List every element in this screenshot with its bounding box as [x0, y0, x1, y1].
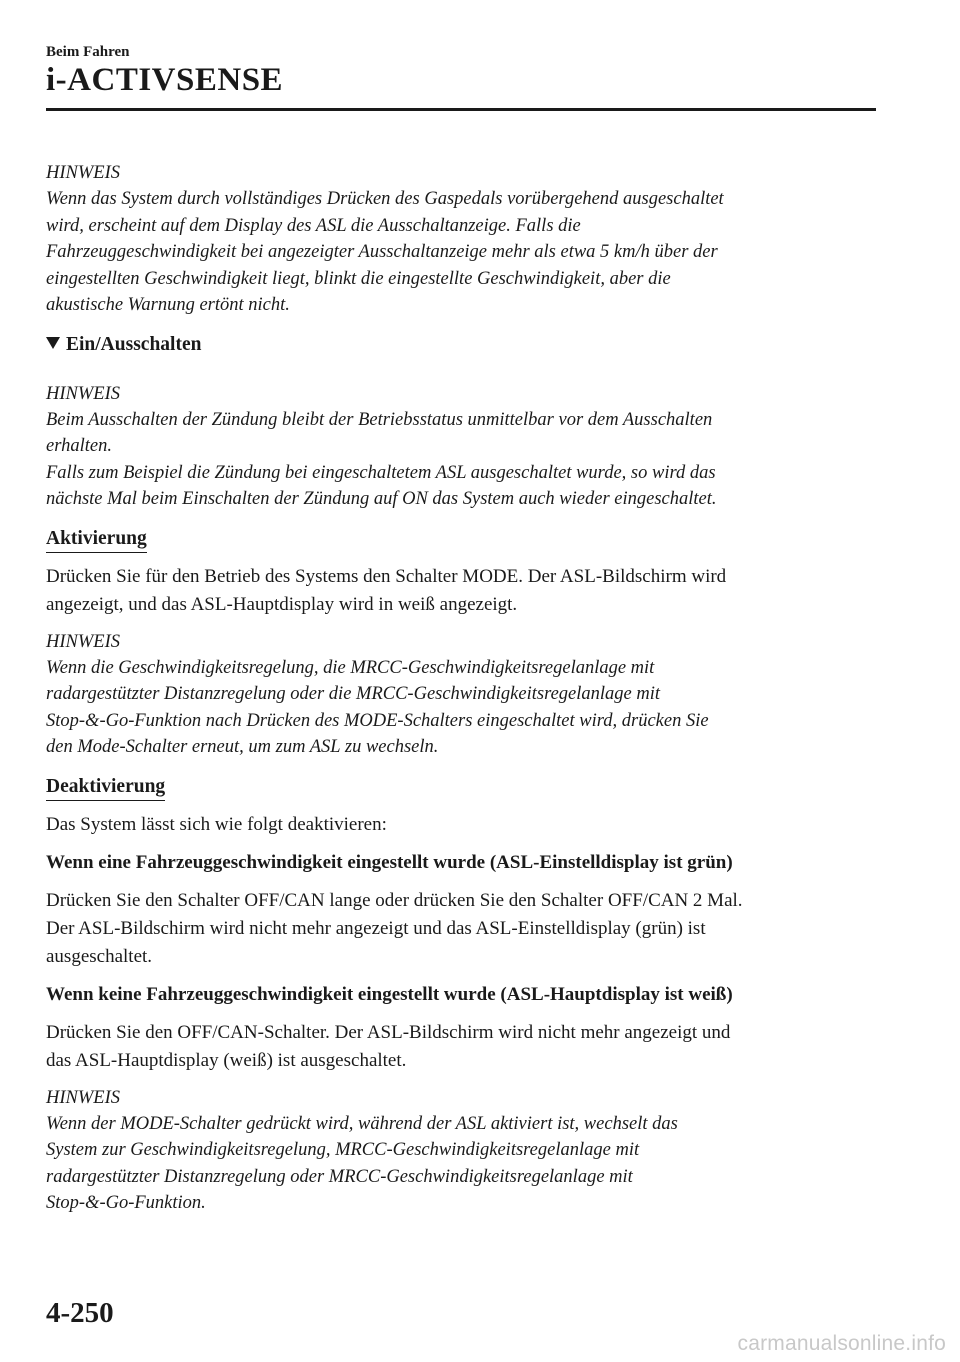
note-title: HINWEIS	[46, 383, 120, 404]
note-line: Fahrzeuggeschwindigkeit bei angezeigter Ausschaltanzeige mehr als etwa 5 km/h über der	[46, 242, 718, 262]
note-line: radargestützter Distanzregelung oder MRCC-Geschwindigkeitsregelanlage mit	[46, 1166, 633, 1187]
note-line: erhalten.	[46, 436, 112, 456]
body-line: das ASL-Hauptdisplay (weiß) ist ausgeschaltet.	[46, 1049, 407, 1071]
note-line: Stop-&-Go-Funktion nach Drücken des MODE-Schalters eingeschaltet wird, drücken Sie	[46, 710, 709, 731]
note-block	[46, 381, 876, 513]
note-line: Wenn das System durch vollständiges Drücken des Gaspedals vorübergehend ausgeschaltet	[46, 189, 724, 209]
body-line: Der ASL-Bildschirm wird nicht mehr angezeigt und das ASL-Einstelldisplay (grün) ist	[46, 917, 706, 939]
note-title: HINWEIS	[46, 163, 120, 183]
note-block	[46, 629, 876, 761]
case-title: Wenn keine Fahrzeuggeschwindigkeit eingestellt wurde (ASL-Hauptdisplay ist weiß)	[46, 983, 733, 1005]
note-line: den Mode-Schalter erneut, um zum ASL zu wechseln.	[46, 737, 439, 757]
note-line: Stop-&-Go-Funktion.	[46, 1193, 206, 1213]
note-line: wird, erscheint auf dem Display des ASL die Ausschaltanzeige. Falls die	[46, 215, 581, 236]
note-line: nächste Mal beim Einschalten der Zündung auf ON das System auch wieder eingeschaltet.	[46, 489, 717, 509]
header-divider	[46, 108, 876, 111]
note-block	[46, 160, 876, 319]
note-line: Wenn der MODE-Schalter gedrückt wird, während der ASL aktiviert ist, wechselt das	[46, 1113, 678, 1134]
subsection-heading-text: Deaktivierung	[46, 775, 165, 801]
note-title: HINWEIS	[46, 1087, 120, 1108]
note-line: radargestützter Distanzregelung oder die MRCC-Geschwindigkeitsregelanlage mit	[46, 684, 661, 704]
note-line: Beim Ausschalten der Zündung bleibt der Betriebsstatus unmittelbar vor dem Ausschalten	[46, 409, 713, 430]
note-title: HINWEIS	[46, 631, 120, 652]
chapter-title: i-ACTIVSENSE	[46, 62, 284, 98]
page-content	[46, 160, 876, 1217]
subsection-heading-text: Aktivierung	[46, 527, 147, 553]
body-line: ausgeschaltet.	[46, 945, 153, 967]
section-heading	[46, 331, 876, 359]
subsection-heading	[46, 527, 876, 553]
watermark: carmanualsonline.info	[737, 1332, 946, 1355]
note-line: akustische Warnung ertönt nicht.	[46, 295, 290, 315]
body-line: angezeigt, und das ASL-Hauptdisplay wird in weiß angezeigt.	[46, 593, 518, 615]
body-line: Drücken Sie für den Betrieb des Systems den Schalter MODE. Der ASL-Bildschirm wird	[46, 565, 727, 587]
note-line: System zur Geschwindigkeitsregelung, MRCC-Geschwindigkeitsregelanlage mit	[46, 1140, 640, 1160]
triangle-down-icon	[46, 337, 60, 349]
note-line: eingestellten Geschwindigkeit liegt, blinkt die eingestellte Geschwindigkeit, aber die	[46, 268, 671, 289]
subsection-heading	[46, 775, 876, 801]
body-line: Drücken Sie den Schalter OFF/CAN lange oder drücken Sie den Schalter OFF/CAN 2 Mal.	[46, 889, 743, 911]
page-number: 4-250	[46, 1297, 114, 1329]
section-label: Beim Fahren	[46, 44, 130, 60]
section-heading-text: Ein/Ausschalten	[66, 333, 202, 355]
case-title: Wenn eine Fahrzeuggeschwindigkeit eingestellt wurde (ASL-Einstelldisplay ist grün)	[46, 851, 733, 873]
note-line: Wenn die Geschwindigkeitsregelung, die MRCC-Geschwindigkeitsregelanlage mit	[46, 657, 655, 678]
manual-page	[46, 0, 876, 1362]
body-line: Das System lässt sich wie folgt deaktivieren:	[46, 813, 387, 835]
note-block	[46, 1085, 876, 1217]
note-line: Falls zum Beispiel die Zündung bei eingeschaltetem ASL ausgeschaltet wurde, so wird das	[46, 462, 716, 483]
body-line: Drücken Sie den OFF/CAN-Schalter. Der ASL-Bildschirm wird nicht mehr angezeigt und	[46, 1021, 731, 1043]
